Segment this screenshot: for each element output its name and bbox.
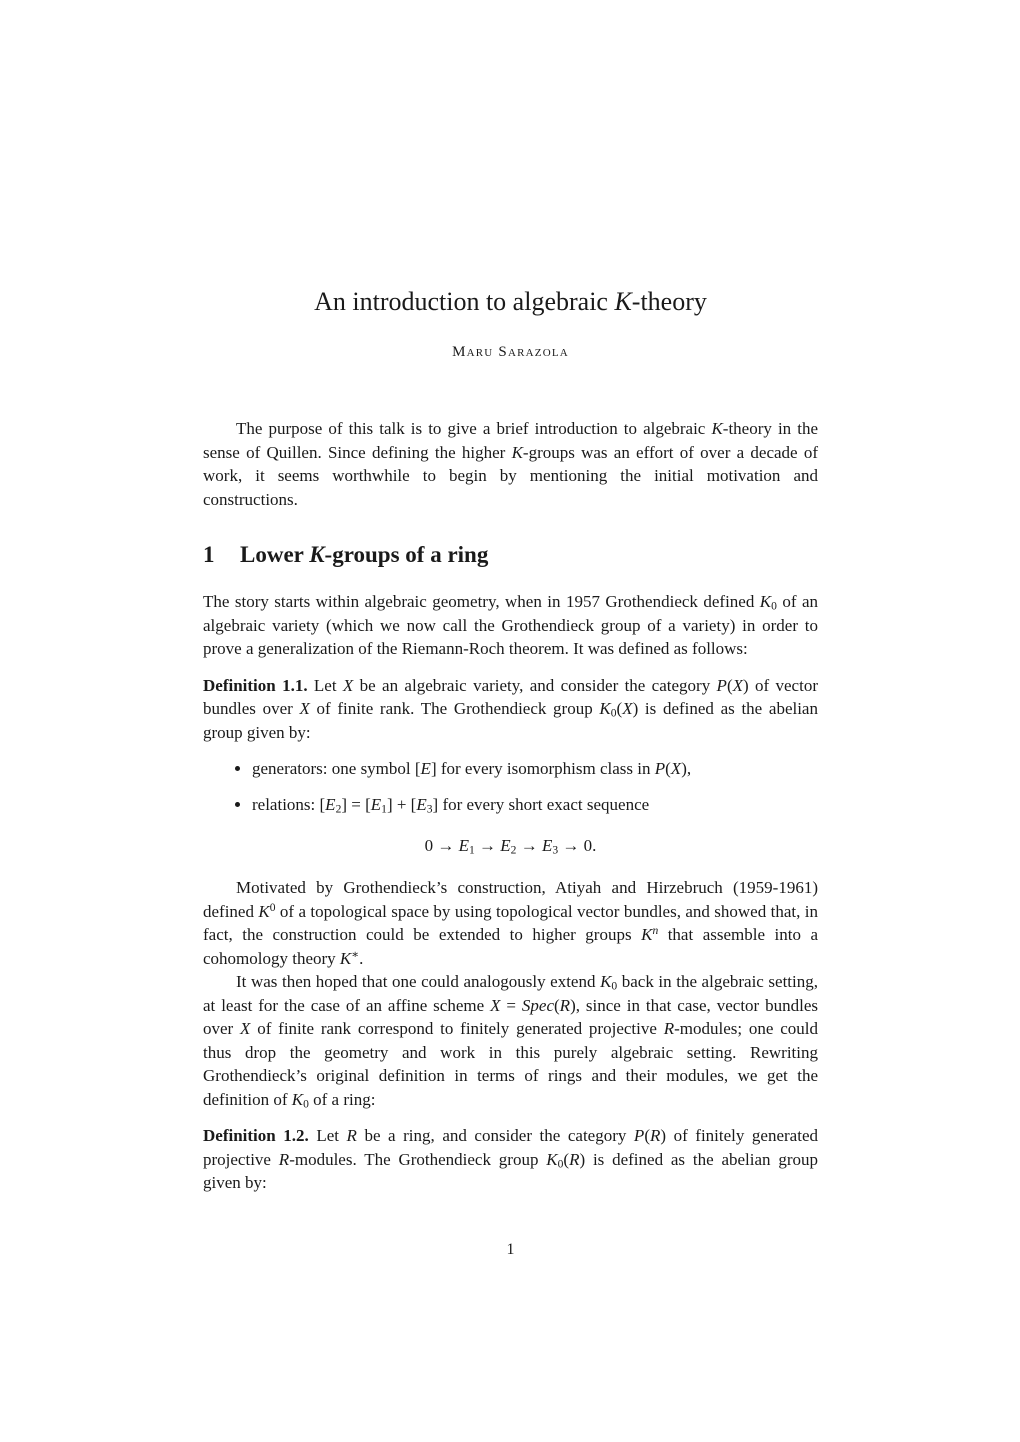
page-number: 1: [506, 1240, 515, 1258]
section-heading: [203, 542, 818, 568]
display-equation: $0 \to E_1 \to E_2 \to E_3 \to 0$.: [424, 836, 597, 857]
section-title: Lower K-groups of a ring: [240, 542, 489, 567]
definition-1-1: Definition 1.1. Let X be an algebraic variety, and consider the category P(X) of vector bundles over X of finite rank. The Grothendieck group $K_0(X)$ is defined as the abelian group given by:: [203, 675, 818, 742]
list-item-generators: • generators: one symbol [E] for every isomorphism class in P(X),: [252, 757, 818, 781]
paragraph-motivated: Motivated by Grothendieck’s construction, Atiyah and Hirzebruch (1959-1961) defined $K^0$ of a topological space by using topological vector bundles, and showed that, in fact, the construction could be extended to higher groups $K^n$ that assemble into a cohomology theory K∗.: [203, 878, 818, 968]
paragraph-story: The story starts within algebraic geometry, when in 1957 Grothendieck defined $K_0$ of an algebraic variety (which we now call the Grothendieck group of a variety) in order to prove a generalization of the Riemann-Roch theorem. It was defined as follows:: [203, 592, 818, 658]
paragraph-hoped: It was then hoped that one could analogously extend $K_0$ back in the algebraic setting, at least for the case of an affine scheme X = Spec(R), since in that case, vector bundles over X of finite rank correspond to finitely generated projective R-modules; one could thus drop the geometry and work in this purely algebraic setting. Rewriting Grothendieck’s original definition in terms of rings and their modules, we get the definition of $K_0$ of a ring:: [203, 972, 819, 1111]
intro-paragraph: The purpose of this talk is to give a brief introduction to algebraic K-theory in the sense of Quillen. Since defining the higher K-groups was an effort of over a decade of work, it seems worthwhile to begin by mentioning the initial motivation and constructions.: [203, 419, 818, 509]
paper-title: An introduction to algebraic K-theory: [314, 287, 707, 316]
definition-1-1-list: [203, 757, 818, 816]
list-item-relations: • relations: $[E_2] = [E_1] + [E_3]$ for every short exact sequence: [252, 793, 818, 817]
paper-page: [203, 0, 818, 1259]
definition-1-2: Definition 1.2. Let R be a ring, and consider the category P(R) of finitely generated projective R-modules. The Grothendieck group $K_0(R)$ is defined as the abelian group given by:: [203, 1126, 819, 1192]
author-name: Maru Sarazola: [452, 344, 569, 360]
section-number: 1: [203, 542, 215, 567]
